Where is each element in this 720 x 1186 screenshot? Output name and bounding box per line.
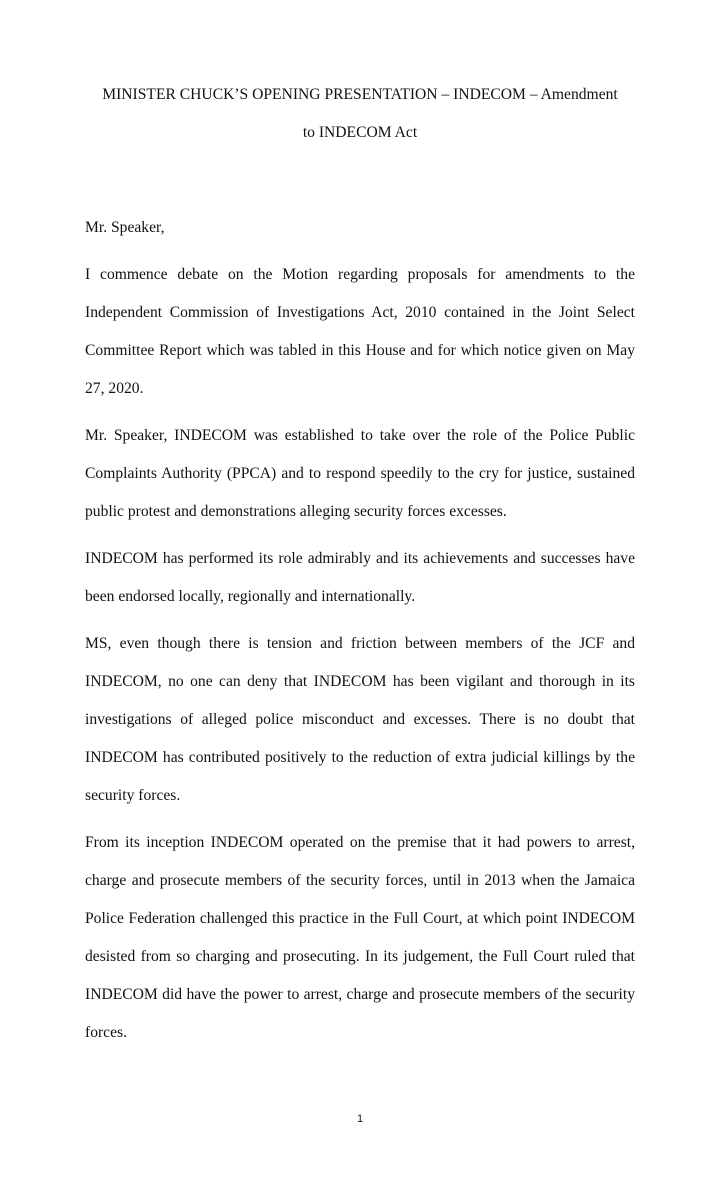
paragraph-1: I commence debate on the Motion regarding proposals for amendments to the Independent Commission of Investigations Act, 2010 contained in the Joint Select Committee Report which was tabled in this House and for which notice given on May 27, 2020.	[85, 266, 635, 397]
page-number: 1	[356, 1113, 364, 1125]
paragraph-2: Mr. Speaker, INDECOM was established to take over the role of the Police Public Complaints Authority (PPCA) and to respond speedily to the cry for justice, sustained public protest and demonstrations alleging security forces excesses.	[85, 427, 635, 520]
document-title-line-2: to INDECOM Act	[302, 124, 418, 141]
salutation: Mr. Speaker,	[85, 219, 165, 236]
document-title-line-1: MINISTER CHUCK’S OPENING PRESENTATION – INDECOM – Amendment	[102, 86, 618, 103]
paragraph-5: From its inception INDECOM operated on the premise that it had powers to arrest, charge and prosecute members of the security forces, until in 2013 when the Jamaica Police Federation challenged this practice in the Full Court, at which point INDECOM desisted from so charging and prosecuting. In its judgement, the Full Court ruled that INDECOM did have the power to arrest, charge and prosecute members of the security forces.	[85, 834, 635, 1041]
paragraph-4: MS, even though there is tension and friction between members of the JCF and INDECOM, no one can deny that INDECOM has been vigilant and thorough in its investigations of alleged police misconduct and excesses. There is no doubt that INDECOM has contributed positively to the reduction of extra judicial killings by the security forces.	[85, 635, 635, 804]
paragraph-3: INDECOM has performed its role admirably and its achievements and successes have been endorsed locally, regionally and internationally.	[85, 550, 635, 605]
